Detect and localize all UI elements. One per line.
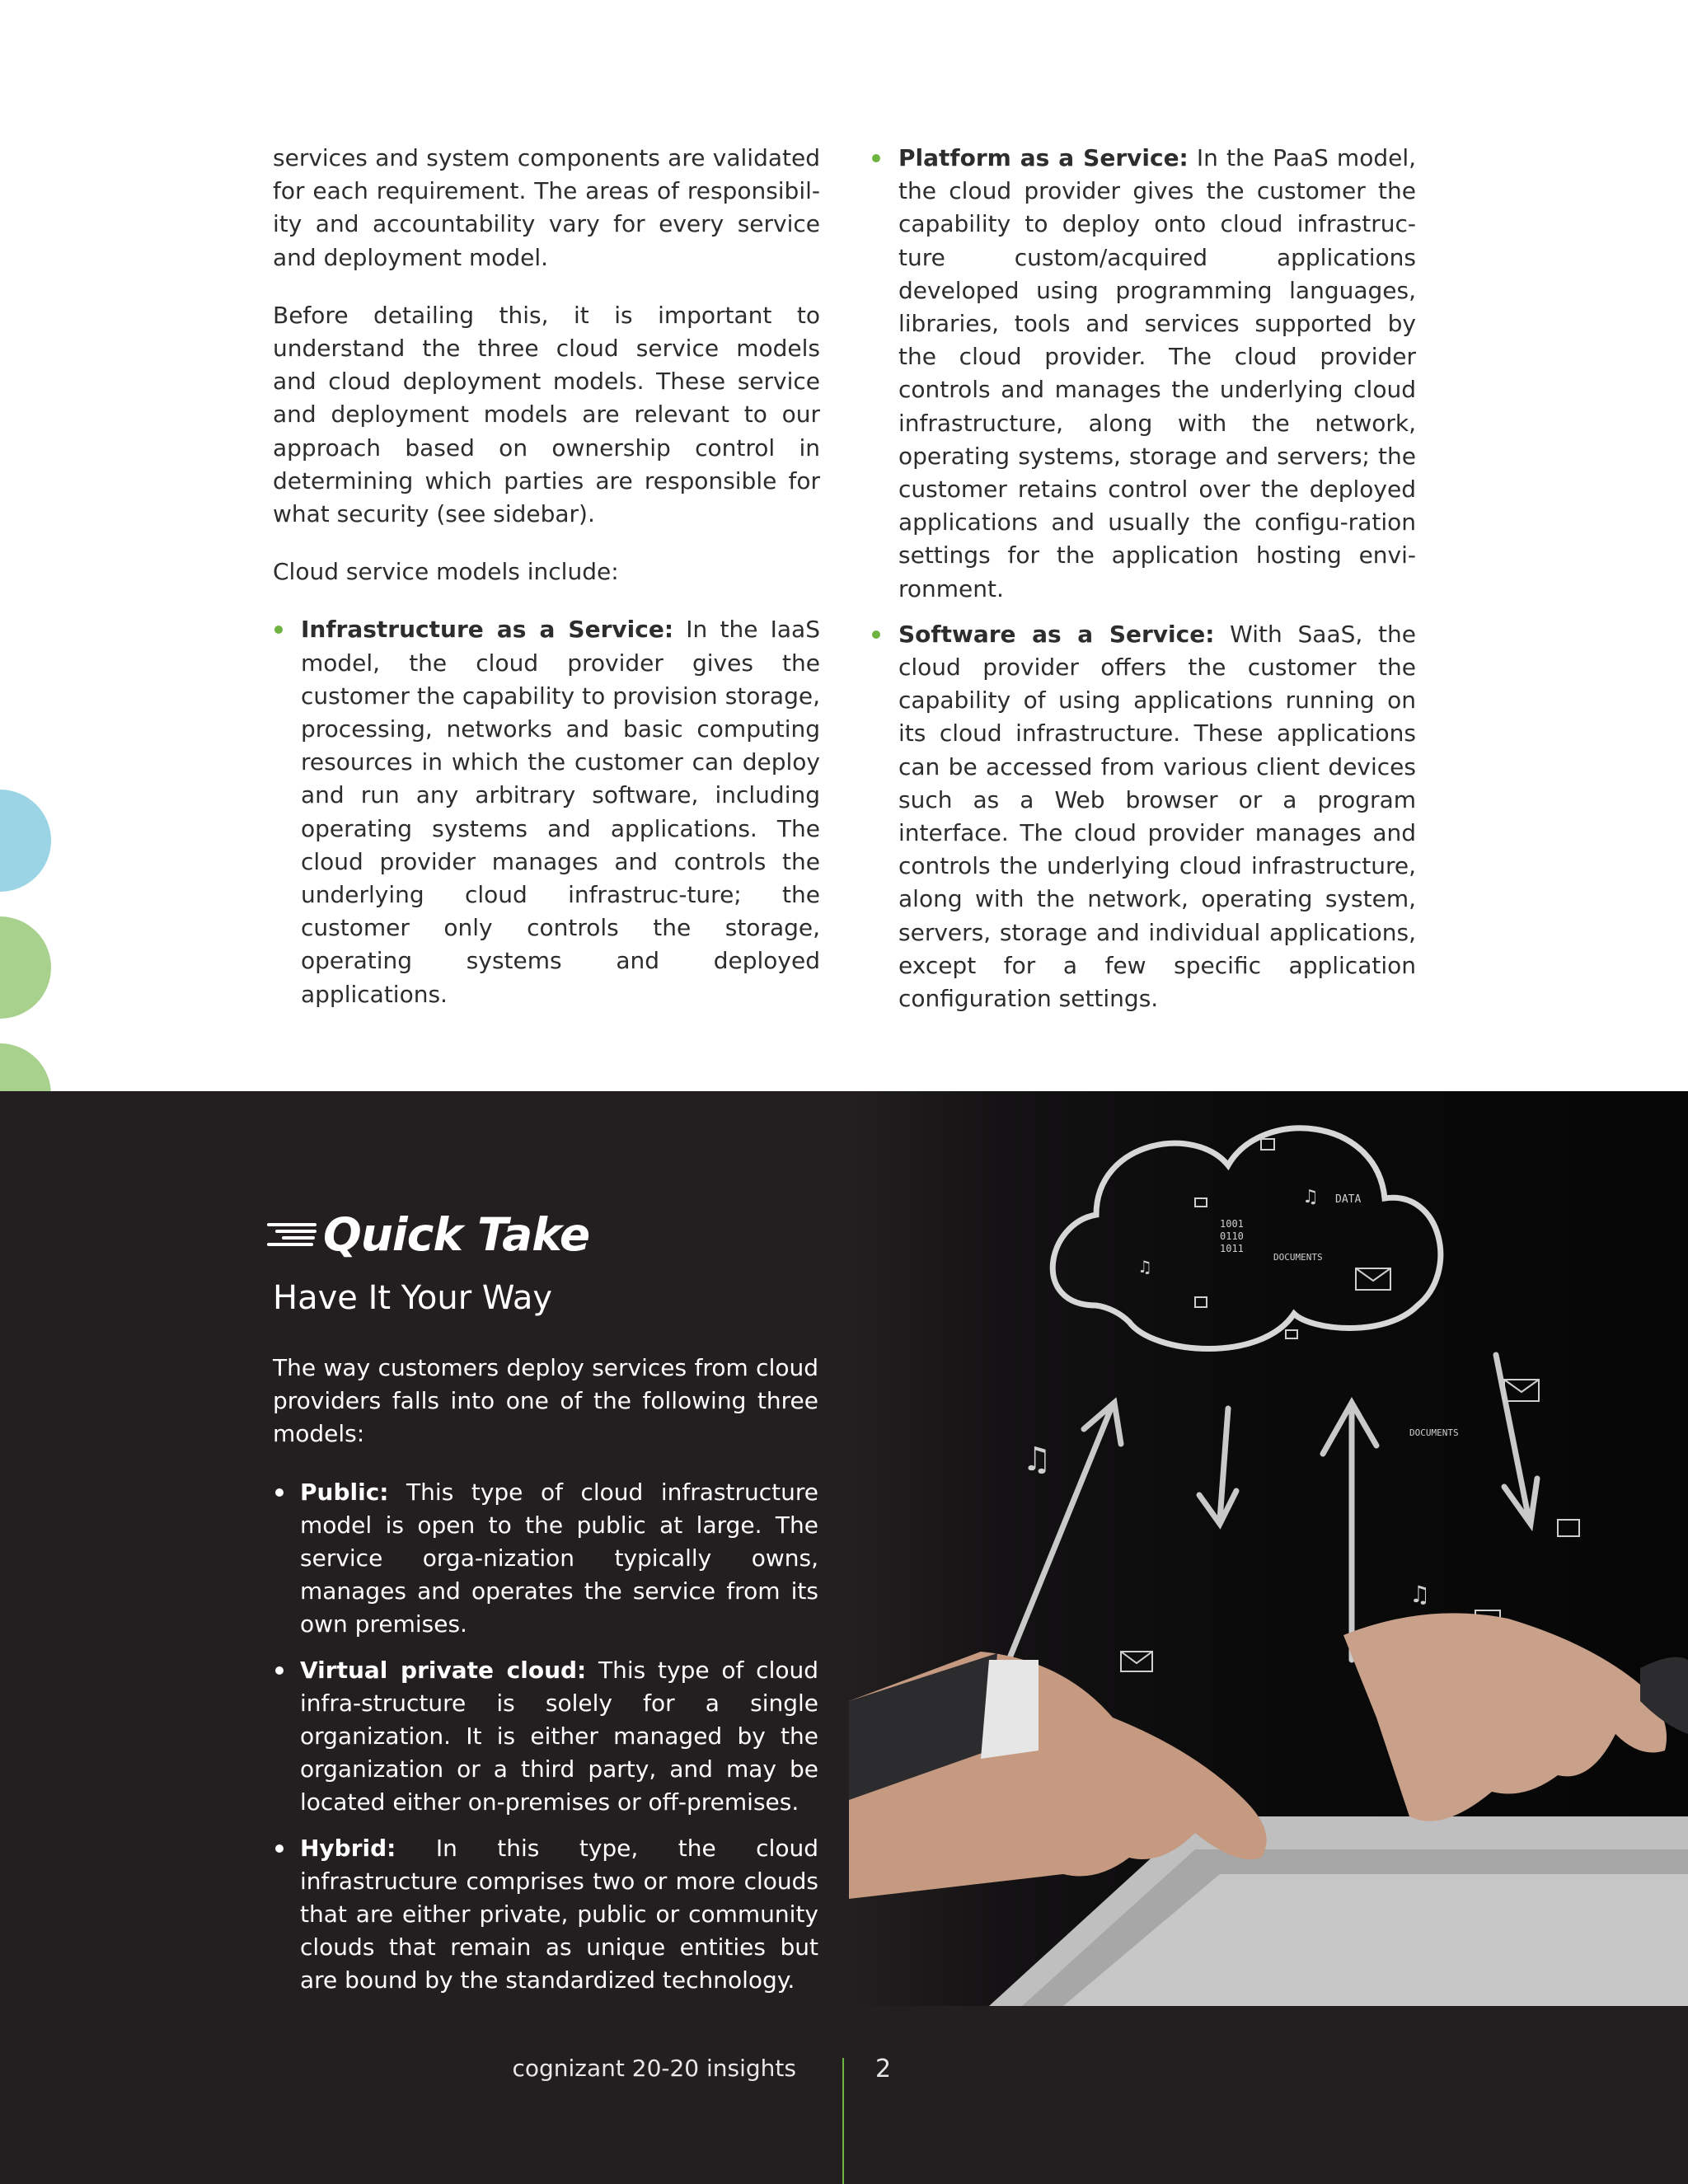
footer-brand: cognizant 20-20 insights <box>512 2055 796 2082</box>
hybrid-text: In this type, the cloud infrastructure comprises two or more clouds that are either private, public or community clouds that remain as unique entities but are bound by the standardized technology. <box>300 1834 818 1994</box>
data-label: DATA <box>1335 1193 1362 1206</box>
deployment-models-list <box>273 1476 818 1998</box>
iaas-text: In the IaaS model, the cloud provider gives the customer the capability to provision storage, processing, networks and basic computing resources in which the customer can deploy and run any arbitrary software, including operating systems and applications. The cloud provider manages and controls the underlying cloud infrastruc-ture; the customer only controls the storage, operating systems and deployed applications. <box>301 616 820 1008</box>
saas-text: With SaaS, the cloud provider offers the customer the capability of using applications running on its cloud infrastructure. These applications can be accessed from various client devices such as a Web browser or a program interface. The cloud provider manages and controls the underlying cloud infrastructure, along with the network, operating system, servers, storage and individual applications, except for a few specific application configuration settings. <box>898 620 1416 1013</box>
file-icon <box>1261 1139 1274 1150</box>
sidebar-intro: The way customers deploy services from cloud providers falls into one of the following three models: <box>273 1354 818 1448</box>
saas-term: Software as a Service: <box>898 620 1215 648</box>
file-icon-right <box>1558 1520 1579 1536</box>
speed-lines-icon <box>265 1218 321 1251</box>
public-text: This type of cloud infrastructure model is open to the public at large. The service orga-nization typically owns, manages and operates the service from its own premises. <box>300 1478 818 1638</box>
binary-text-2: 0110 <box>1220 1230 1244 1242</box>
footer-divider <box>842 2058 844 2184</box>
paragraph-validation: services and system components are validated for each requirement. The areas of responsibil-ity and accountability vary for every service and deployment model. <box>273 144 820 271</box>
paas-term: Platform as a Service: <box>898 144 1189 171</box>
paragraph-before-detailing: Before detailing this, it is important to understand the three cloud service models and cloud deployment models. These service and deployment models are relevant to our approach based on ownership control in determining which parties are responsible for what security (see sidebar). <box>273 301 820 528</box>
page-number: 2 <box>875 2055 892 2083</box>
sidebar-title: Have It Your Way <box>273 1279 553 1317</box>
cloud-outline <box>1053 1128 1441 1349</box>
paas-text: In the PaaS model, the cloud provider gives the customer the capability to deploy onto cloud infrastruc-ture custom/acquired applications developed using programming languages, libraries, tools and services supported by the cloud provider. The cloud provider controls and manages the underlying cloud infrastructure, along with the network, operating systems, storage and servers; the customer retains control over the deployed applications and usually the configu-ration settings for the application hosting envi-ronment. <box>898 144 1416 602</box>
cloud-typing-photo <box>849 1091 1688 2006</box>
top-left-column <box>273 142 820 1024</box>
sidebar-body <box>273 1352 818 2010</box>
music-note-icon-2: ♫ <box>1137 1257 1152 1277</box>
service-models-list <box>273 613 820 1010</box>
decor-circle-blue <box>0 790 51 892</box>
envelope-icon-flap <box>1356 1268 1390 1281</box>
list-item-saas <box>870 618 1416 1015</box>
music-note-icon-right: ♫ <box>1409 1581 1431 1608</box>
iaas-term: Infrastructure as a Service: <box>301 616 674 644</box>
envelope-icon-small <box>1195 1198 1207 1207</box>
music-note-icon-large: ♫ <box>1022 1441 1052 1479</box>
binary-text-3: 1011 <box>1220 1243 1244 1254</box>
decor-circle-green-1 <box>0 916 51 1019</box>
list-item-public <box>273 1476 818 1642</box>
list-item-virtual-private-cloud <box>273 1654 818 1820</box>
arrow-down-center <box>1220 1408 1228 1520</box>
envelope-icon-tiny <box>1286 1330 1297 1338</box>
music-note-icon: ♫ <box>1302 1187 1319 1207</box>
quick-take-label: Quick Take <box>323 1208 590 1261</box>
cloud-sketch-illustration <box>849 1091 1688 2006</box>
paragraph-service-models-intro: Cloud service models include: <box>273 558 619 586</box>
vpc-text: This type of cloud infra-structure is solely for a single organization. It is either managed by the organization or a third party, and may be located either on-premises or off-premises. <box>300 1656 818 1816</box>
top-right-column <box>870 142 1416 1028</box>
list-item-paas <box>870 142 1416 606</box>
documents-label-2: DOCUMENTS <box>1409 1427 1459 1438</box>
vpc-term: Virtual private cloud: <box>300 1656 587 1684</box>
service-models-list-continued <box>870 142 1416 1015</box>
file-icon-small <box>1195 1297 1207 1307</box>
binary-text-1: 1001 <box>1220 1218 1244 1230</box>
list-item-iaas <box>273 613 820 1010</box>
quick-take-badge <box>265 1208 589 1261</box>
public-term: Public: <box>300 1478 389 1506</box>
documents-label: DOCUMENTS <box>1273 1252 1323 1263</box>
list-item-hybrid <box>273 1832 818 1998</box>
hybrid-term: Hybrid: <box>300 1834 396 1862</box>
arrow-down-center-head <box>1199 1491 1236 1524</box>
